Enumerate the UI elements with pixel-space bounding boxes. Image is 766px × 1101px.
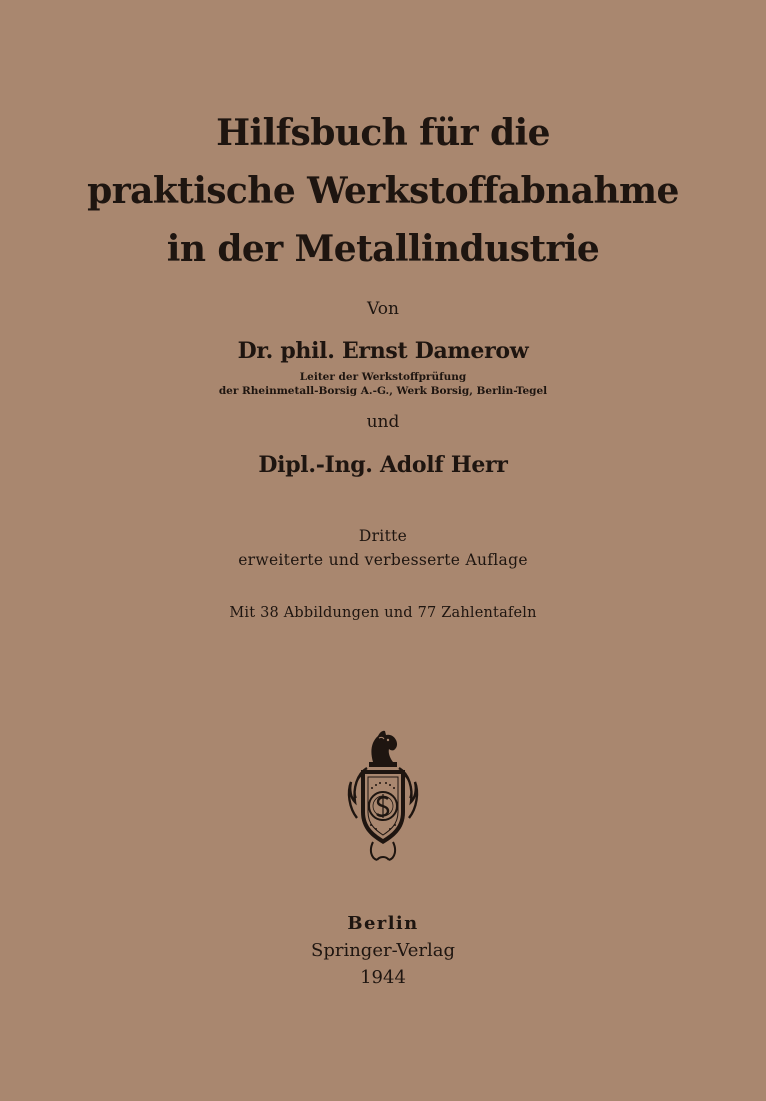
affiliation-line-1: Leiter der Werkstoffprüfung: [299, 371, 467, 383]
imprint-year: 1944: [360, 967, 406, 988]
conjunction-label: und: [366, 412, 400, 432]
illustrations-note: Mit 38 Abbildungen und 77 Zahlentafeln: [229, 605, 537, 621]
author-1-affiliation: [0, 370, 766, 398]
by-label: Von: [367, 299, 399, 319]
imprint-city: Berlin: [347, 913, 419, 934]
title-line-2: praktische Werkstoffabnahme: [87, 170, 679, 212]
imprint: [0, 910, 766, 991]
edition-statement: [0, 524, 766, 572]
author-2-name: Dipl.-Ing. Adolf Herr: [258, 452, 508, 478]
springer-horse-emblem-icon: [343, 728, 423, 864]
imprint-publisher: Springer-Verlag: [311, 940, 455, 961]
affiliation-line-2: der Rheinmetall-Borsig A.-G., Werk Borsig, Berlin-Tegel: [218, 385, 548, 397]
title-line-3: in der Metallindustrie: [166, 228, 600, 270]
title-line-1: Hilfsbuch für die: [216, 112, 550, 154]
edition-line-1: Dritte: [358, 527, 408, 545]
author-1-name: Dr. phil. Ernst Damerow: [237, 338, 529, 364]
edition-line-2: erweiterte und verbesserte Auflage: [238, 551, 528, 569]
book-title: [0, 104, 766, 278]
